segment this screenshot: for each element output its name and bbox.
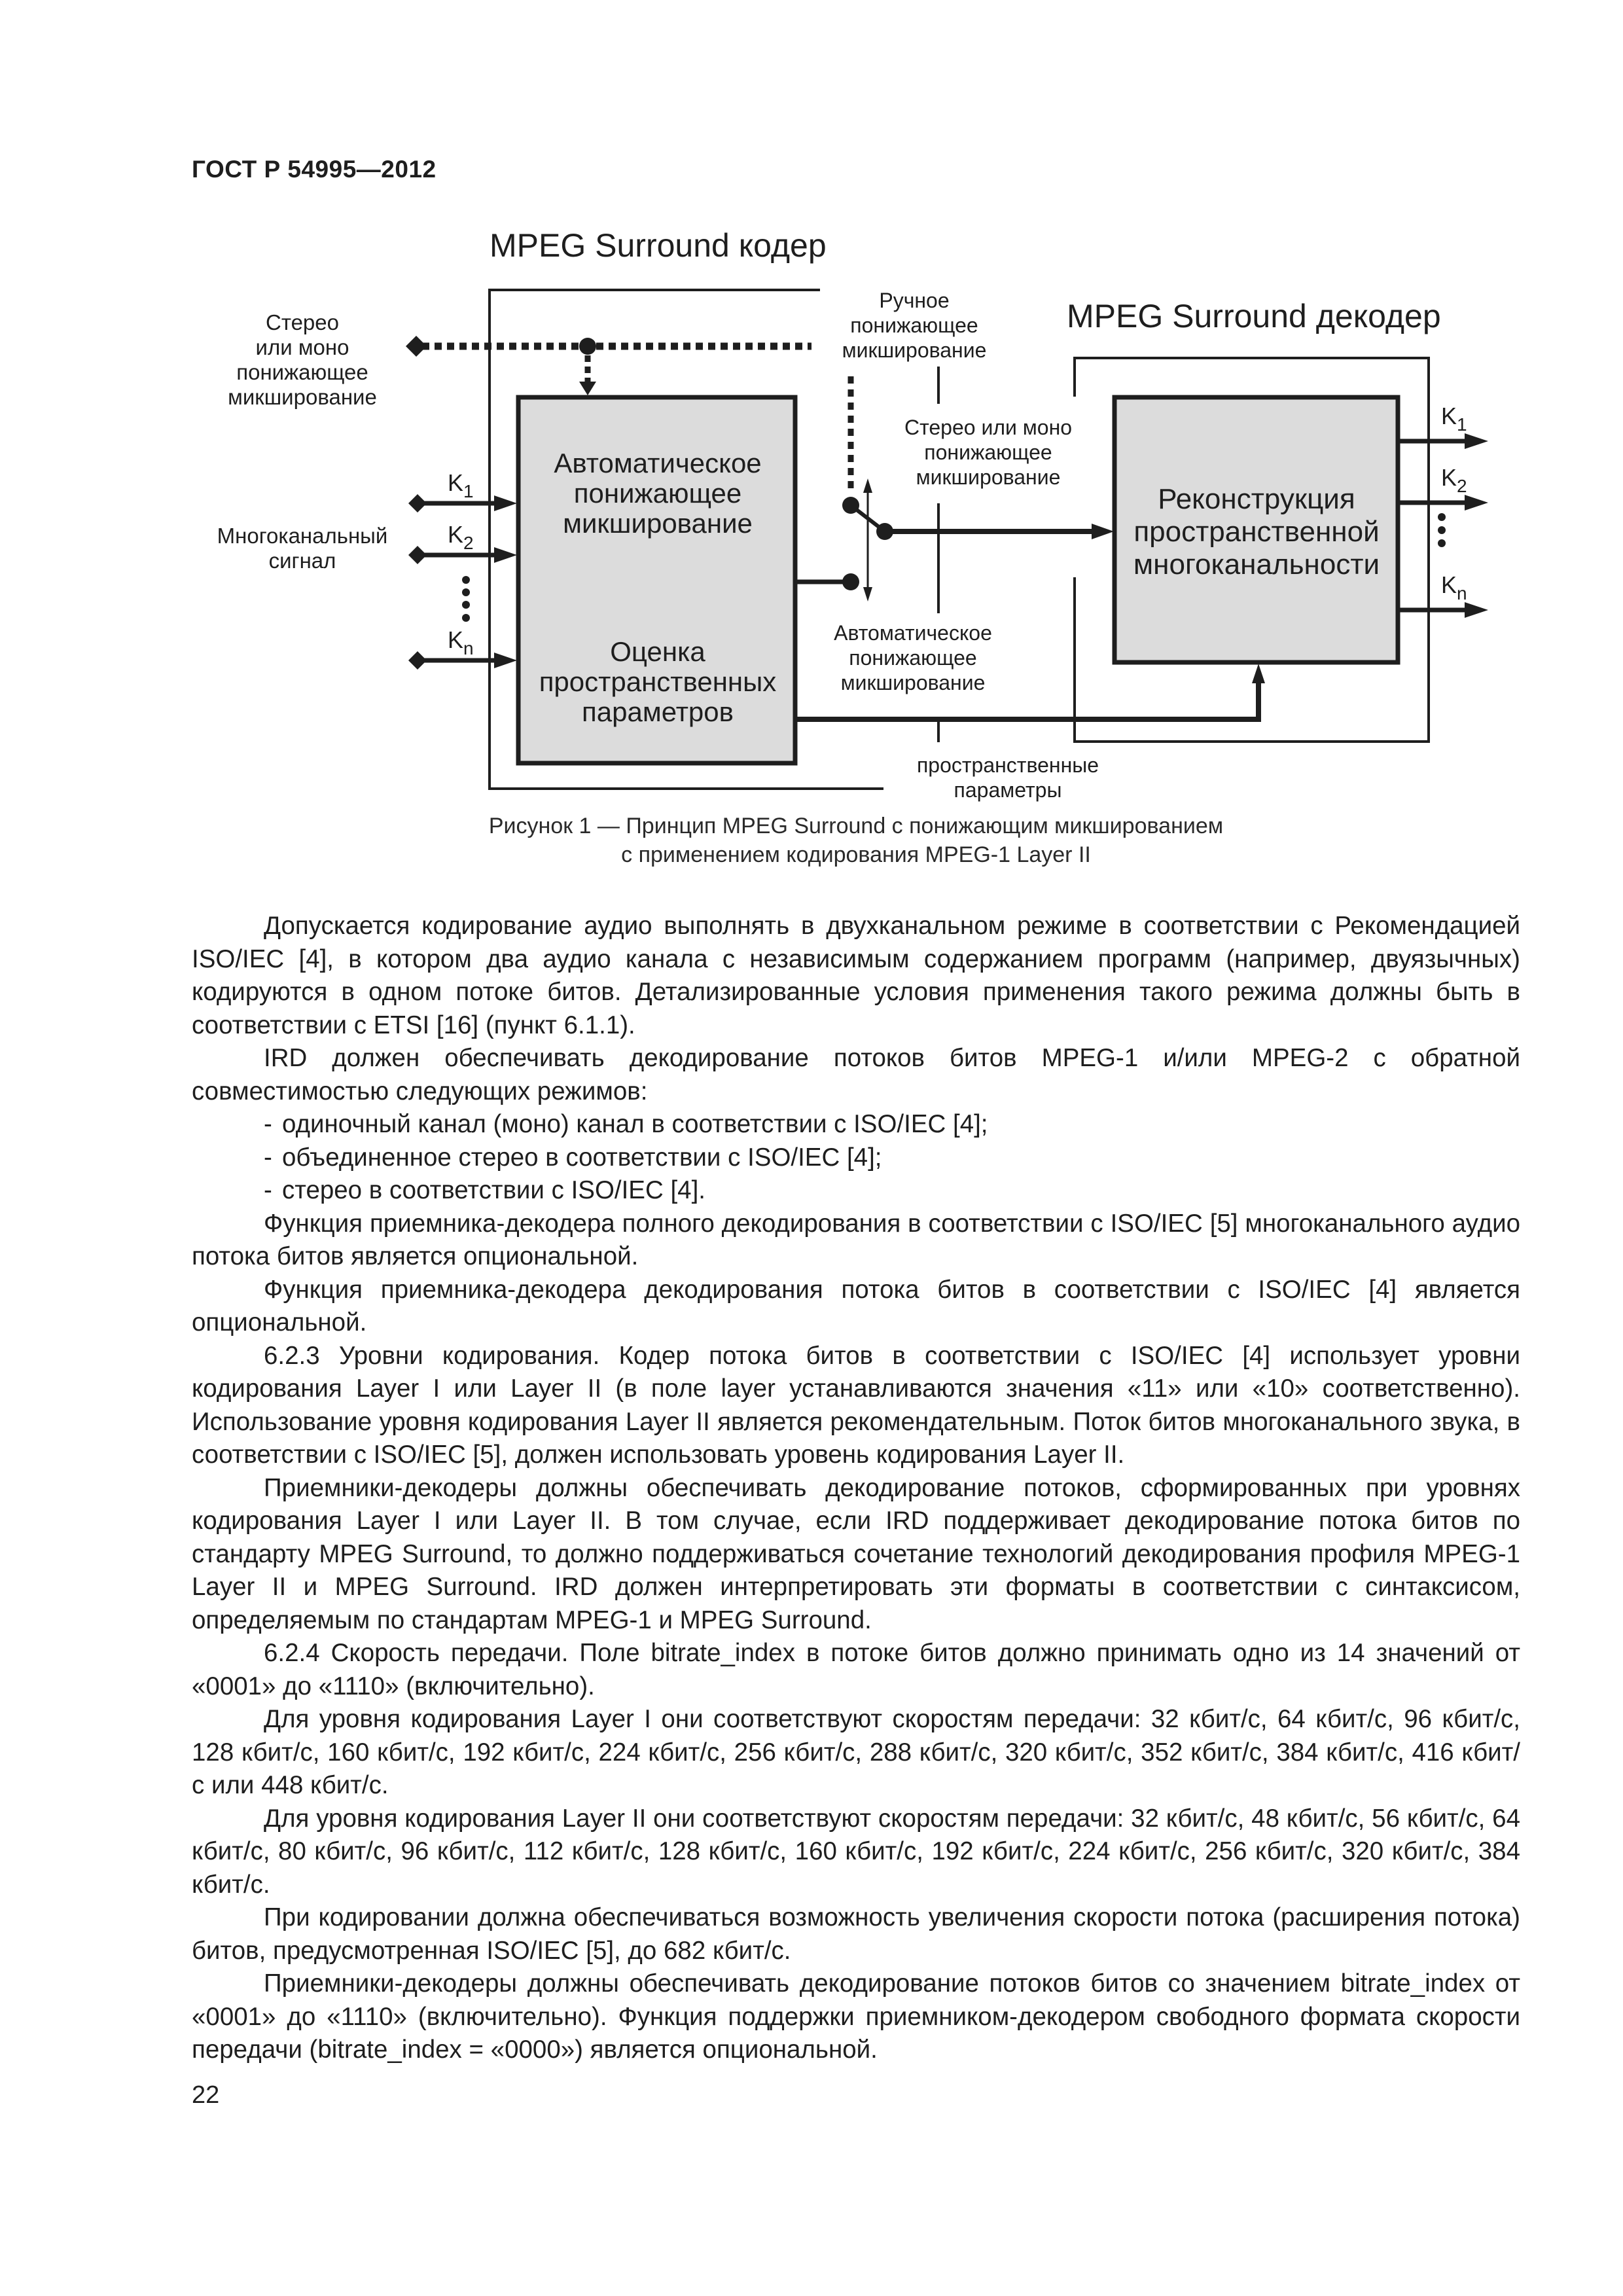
switch-down-arrow: [863, 587, 872, 601]
downmix-down-arrow: [579, 382, 596, 395]
decoder-block-line-1: Реконструкция: [1158, 483, 1355, 515]
list-item-text: стерео в соответствии с ISO/IEC [4].: [282, 1176, 705, 1204]
input-k2-diamond: [408, 546, 427, 564]
paragraph: Приемники-декодеры должны обеспечивать декодирование потоков, сформированных при уровнях кодирования Layer I или Layer II. В том случае, если IRD поддерживает декодирование потока битов по стандарту MPEG Surround, то должно поддерживаться сочетание технологий декодирования профиля MPEG-1 Layer II и MPEG Surround. IRD должен интерпретировать эти форматы в соответствии с синтаксисом, определяемым по стандартам MPEG-1 и MPEG Surround.: [192, 1473, 1520, 1634]
paragraph: Допускается кодирование аудио выполнять в двухканальном режиме в соответствии с Рекомендацией ISO/IEC [4], в котором два аудио канала с независимым содержанием программ (например, двуязычных) кодируются в одном потоке битов. Детализированные условия применения такого режима должны быть в соответствии с ETSI [16] (пункт 6.1.1).: [192, 912, 1520, 1039]
section-6-2-4: 6.2.4 Скорость передачи. Поле bitrate_index в потоке битов должно принимать одно из 14 значений от «0001» до «1110» (включительно).: [192, 1639, 1520, 1700]
auto-downmix-label-2: понижающее: [849, 646, 977, 670]
auto-downmix-label-1: Автоматическое: [834, 621, 992, 645]
paragraph: Функция приемника-декодера полного декодирования в соответствии с ISO/IEC [5] многоканального аудио потока битов является опциональной.: [192, 1209, 1520, 1270]
input-k1-arrow: [494, 495, 517, 511]
paragraph: Для уровня кодирования Layer I они соответствуют скоростям передачи: 32 кбит/с, 64 кбит/с, 96 кбит/с, 128 кбит/с, 160 кбит/с, 192 кбит/с, 224 кбит/с, 256 кбит/с, 288 кбит/с, 320 кбит/с, 352 кбит/с, 384 кбит/с, 416 кбит/с или 448 кбит/с.: [192, 1705, 1520, 1799]
list-item-text: объединенное стерео в соответствии с ISO/IEC [4];: [282, 1143, 882, 1172]
stereo-mono-downmix-label-3: микширование: [916, 465, 1061, 489]
downmix-out-label-2: или моно: [255, 335, 349, 359]
document-header: ГОСТ Р 54995—2012: [192, 156, 437, 183]
figure-caption: [192, 812, 1520, 869]
input-ellipsis-dot: [462, 601, 470, 609]
list-item-text: одиночный канал (моно) канал в соответствии с ISO/IEC [4];: [282, 1110, 988, 1138]
encoder-block-top-line-2: понижающее: [573, 478, 742, 509]
encoder-block-bottom-line-3: параметров: [582, 696, 734, 727]
list-item: [192, 1108, 1520, 1141]
encoder-title: MPEG Surround кодер: [490, 227, 827, 264]
manual-downmix-label-3: микширование: [842, 338, 987, 362]
encoder-block-top-line-1: Автоматическое: [554, 448, 762, 478]
stereo-mono-downmix-label-2: понижающее: [924, 440, 1052, 464]
downmix-switch: [796, 376, 893, 601]
output-kn-arrow: [1465, 602, 1488, 618]
manual-downmix-label-1: Ручное: [879, 289, 950, 312]
body-text: [192, 910, 1520, 2067]
input-k2-label: $K_2$: [448, 521, 474, 553]
decoder-block-line-3: многоканальности: [1133, 548, 1380, 581]
decoder-block-line-2: пространственной: [1133, 516, 1380, 548]
paragraph: Для уровня кодирования Layer II они соответствуют скоростям передачи: 32 кбит/с, 48 кбит/с, 56 кбит/с, 64 кбит/с, 80 кбит/с, 96 кбит/с, 112 кбит/с, 128 кбит/с, 160 кбит/с, 192 кбит/с, 224 кбит/с, 256 кбит/с, 320 кбит/с, 384 кбит/с.: [192, 1804, 1520, 1899]
output-k2-label: $K_2$: [1441, 464, 1467, 496]
downmix-junction-dot: [579, 338, 596, 355]
output-k1-arrow: [1465, 433, 1488, 449]
paragraph: Функция приемника-декодера декодирования потока битов в соответствии с ISO/IEC [4] является опциональной.: [192, 1275, 1520, 1336]
paragraph: Приемники-декодеры должны обеспечивать декодирование потоков битов со значением bitrate_index от «0001» до «1110» (включительно). Функция поддержки приемником-декодером свободного формата скорости передачи (bitrate_index = «0000») является опциональной.: [192, 1969, 1520, 2064]
figure-diagram: [0, 0, 1623, 812]
decoder-title: MPEG Surround декодер: [1067, 298, 1441, 334]
input-ellipsis-dot: [462, 588, 470, 596]
list-marker: -: [264, 1176, 272, 1204]
list-item: [192, 1174, 1520, 1208]
auto-downmix-label-3: микширование: [840, 671, 986, 694]
output-ellipsis-dot: [1438, 513, 1446, 521]
output-kn-label: $K_n$: [1441, 571, 1467, 603]
list-marker: -: [264, 1110, 272, 1138]
manual-downmix-dotted-line: [406, 336, 812, 395]
page-number: 22: [192, 2081, 220, 2109]
input-kn-diamond: [408, 651, 427, 670]
downmix-out-label-4: микширование: [228, 385, 377, 409]
multichannel-label-2: сигнал: [268, 548, 336, 573]
manual-downmix-label-2: понижающее: [850, 314, 978, 337]
downmix-path-arrow: [1092, 524, 1114, 539]
list-item: [192, 1141, 1520, 1175]
section-6-2-3: 6.2.3 Уровни кодирования. Кодер потока битов в соответствии с ISO/IEC [4] использует уровни кодирования Layer I или Layer II (в поле layer устанавливаются значения «11» или «10» соответственно). Использование уровня кодирования Layer II является рекомендательным. Поток битов многоканального звука, в соответствии с ISO/IEC [5], должен использовать уровень кодирования Layer II.: [192, 1341, 1520, 1469]
encoder-block-bottom-line-1: Оценка: [610, 636, 705, 667]
input-kn-label: $K_n$: [448, 626, 474, 658]
downmix-out-label-3: понижающее: [236, 360, 368, 384]
paragraph: При кодировании должна обеспечиваться возможность увеличения скорости потока (расширения потока) битов, предусмотренная ISO/IEC [5], до 682 кбит/с.: [192, 1903, 1520, 1965]
output-k1-label: $K_1$: [1441, 403, 1467, 435]
multichannel-label-1: Многоканальный: [217, 524, 388, 548]
encoder-block-bottom-line-2: пространственных: [539, 666, 777, 697]
paragraph: IRD должен обеспечивать декодирование потоков битов MPEG-1 и/или MPEG-2 с обратной совместимостью следующих режимов:: [192, 1044, 1520, 1105]
spatial-params-arrow: [1252, 664, 1265, 683]
encoder-block-top-line-3: микширование: [563, 508, 753, 539]
switch-up-arrow: [863, 478, 872, 493]
spatial-params-label-2: параметры: [954, 778, 1062, 802]
figure-caption-line-2: с применением кодирования MPEG-1 Layer II: [621, 842, 1091, 867]
output-ellipsis-dot: [1438, 539, 1446, 547]
input-k1-label: $K_1$: [448, 469, 474, 501]
output-k2-arrow: [1465, 495, 1488, 511]
input-k2-arrow: [494, 547, 517, 563]
input-k1-diamond: [408, 494, 427, 512]
input-ellipsis-dot: [462, 576, 470, 584]
downmix-output-diamond: [406, 336, 427, 357]
spatial-params-label-1: пространственные: [916, 753, 1099, 777]
input-kn-arrow: [494, 653, 517, 668]
figure-caption-line-1: Рисунок 1 — Принцип MPEG Surround с понижающим микшированием: [488, 814, 1224, 838]
input-ellipsis-dot: [462, 614, 470, 622]
list-marker: -: [264, 1143, 272, 1172]
stereo-mono-downmix-label-1: Стерео или моно: [904, 416, 1073, 439]
downmix-out-label-1: Стерео: [266, 310, 339, 334]
output-ellipsis-dot: [1438, 526, 1446, 534]
